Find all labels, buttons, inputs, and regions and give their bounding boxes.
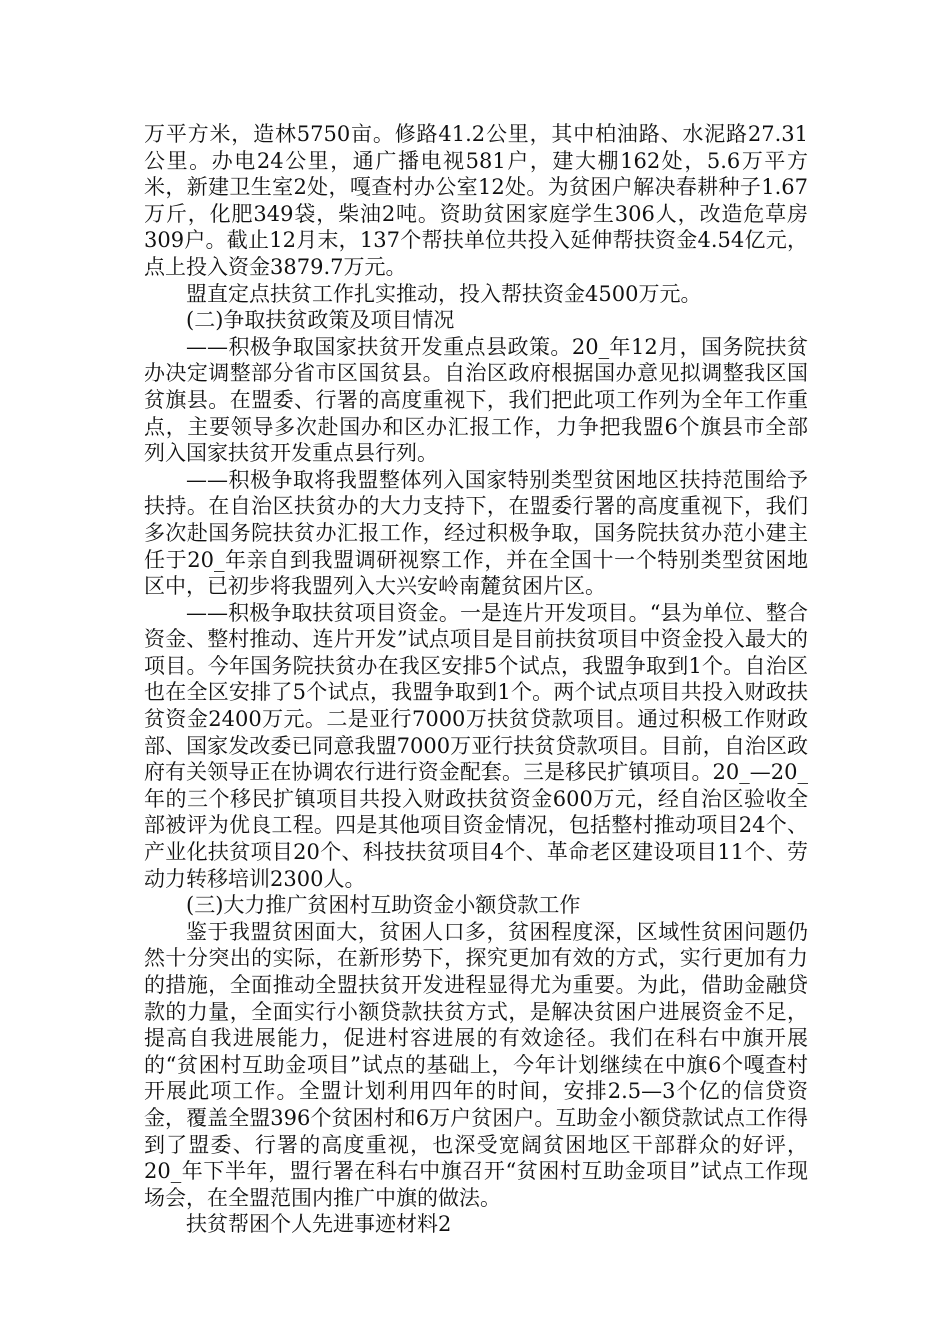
paragraph-mutual-aid-fund: 鉴于我盟贫困面大，贫困人口多，贫困程度深，区域性贫困问题仍然十分突出的实际，在新形势下，探究更加有效的方式，实行更加有力的措施，全面推动全盟扶贫开发进程显得尤为重要。为此，借助金融贷款的力量，全面实行小额贷款扶贫方式，是解决贫困户进展资金不足，提高自我进展能力，促进村容进展的有效途径。我们在科右中旗开展的“贫困村互助金项目”试点的基础上，今年计划继续在中旗6个嘎查村开展此项工作。全盟计划利用四年的时间，安排2.5—3个亿的信贷资金，覆盖全盟396个贫困村和6万户贫困户。互助金小额贷款试点工作得到了盟委、行署的高度重视，也深受宽阔贫困地区干部群众的好评，20_年下半年，盟行署在科右中旗召开“贫困村互助金项目”试点工作现场会，在全盟范围内推广中旗的做法。 bbox=[144, 919, 808, 1210]
paragraph-key-county-policy: ——积极争取国家扶贫开发重点县政策。20_年12月，国务院扶贫办决定调整部分省市区国贫县。自治区政府根据国办意见拟调整我区国贫旗县。在盟委、行署的高度重视下，我们把此项工作列为全年工作重点，主要领导多次赴国办和区办汇报工作，力争把我盟6个旗县市全部列入国家扶贫开发重点县行列。 bbox=[144, 334, 808, 466]
section-heading-microloans: (三)大力推广贫困村互助资金小额贷款工作 bbox=[186, 893, 581, 918]
document-body bbox=[144, 121, 808, 1238]
paragraph-direct-poverty-funding: 盟直定点扶贫工作扎实推动，投入帮扶资金4500万元。 bbox=[186, 281, 702, 306]
paragraph-special-area-support: ——积极争取将我盟整体列入国家特别类型贫困地区扶持范围给予扶持。在自治区扶贫办的大力支持下，在盟委行署的高度重视下，我们多次赴国务院扶贫办汇报工作，经过积极争取，国务院扶贫办范小建主任于20_年亲自到我盟调研视察工作，并在全国十一个特别类型贫困地区中，已初步将我盟列入大兴安岭南麓贫困片区。 bbox=[144, 467, 808, 599]
paragraph-continuation: 万平方米，造林5750亩。修路41.2公里，其中柏油路、水泥路27.31公里。办电24公里，通广播电视581户，建大棚162处，5.6万平方米，新建卫生室2处，嘎查村办公室12处。为贫困户解决春耕种子1.67万斤，化肥349袋，柴油2吨。资助贫困家庭学生306人，改造危草房309户。截止12月末，137个帮扶单位共投入延伸帮扶资金4.54亿元，点上投入资金3879.7万元。 bbox=[144, 122, 808, 279]
paragraph-project-funding: ——积极争取扶贫项目资金。一是连片开发项目。“县为单位、整合资金、整村推动、连片开发”试点项目是目前扶贫项目中资金投入最大的项目。今年国务院扶贫办在我区安排5个试点，我盟争取到1个。自治区也在全区安排了5个试点，我盟争取到1个。两个试点项目共投入财政扶贫资金2400万元。二是亚行7000万扶贫贷款项目。通过积极工作财政部、国家发改委已同意我盟7000万亚行扶贫贷款项目。目前，自治区政府有关领导正在协调农行进行资金配套。三是移民扩镇项目。20_—20_年的三个移民扩镇项目共投入财政扶贫资金600万元，经自治区验收全部被评为优良工程。四是其他项目资金情况，包括整村推动项目24个、产业化扶贫项目20个、科技扶贫项目4个、革命老区建设项目11个、劳动力转移培训2300人。 bbox=[144, 600, 808, 891]
document-next-title: 扶贫帮困个人先进事迹材料2 bbox=[186, 1212, 452, 1237]
section-heading-policy-projects: (二)争取扶贫政策及项目情况 bbox=[186, 308, 455, 333]
